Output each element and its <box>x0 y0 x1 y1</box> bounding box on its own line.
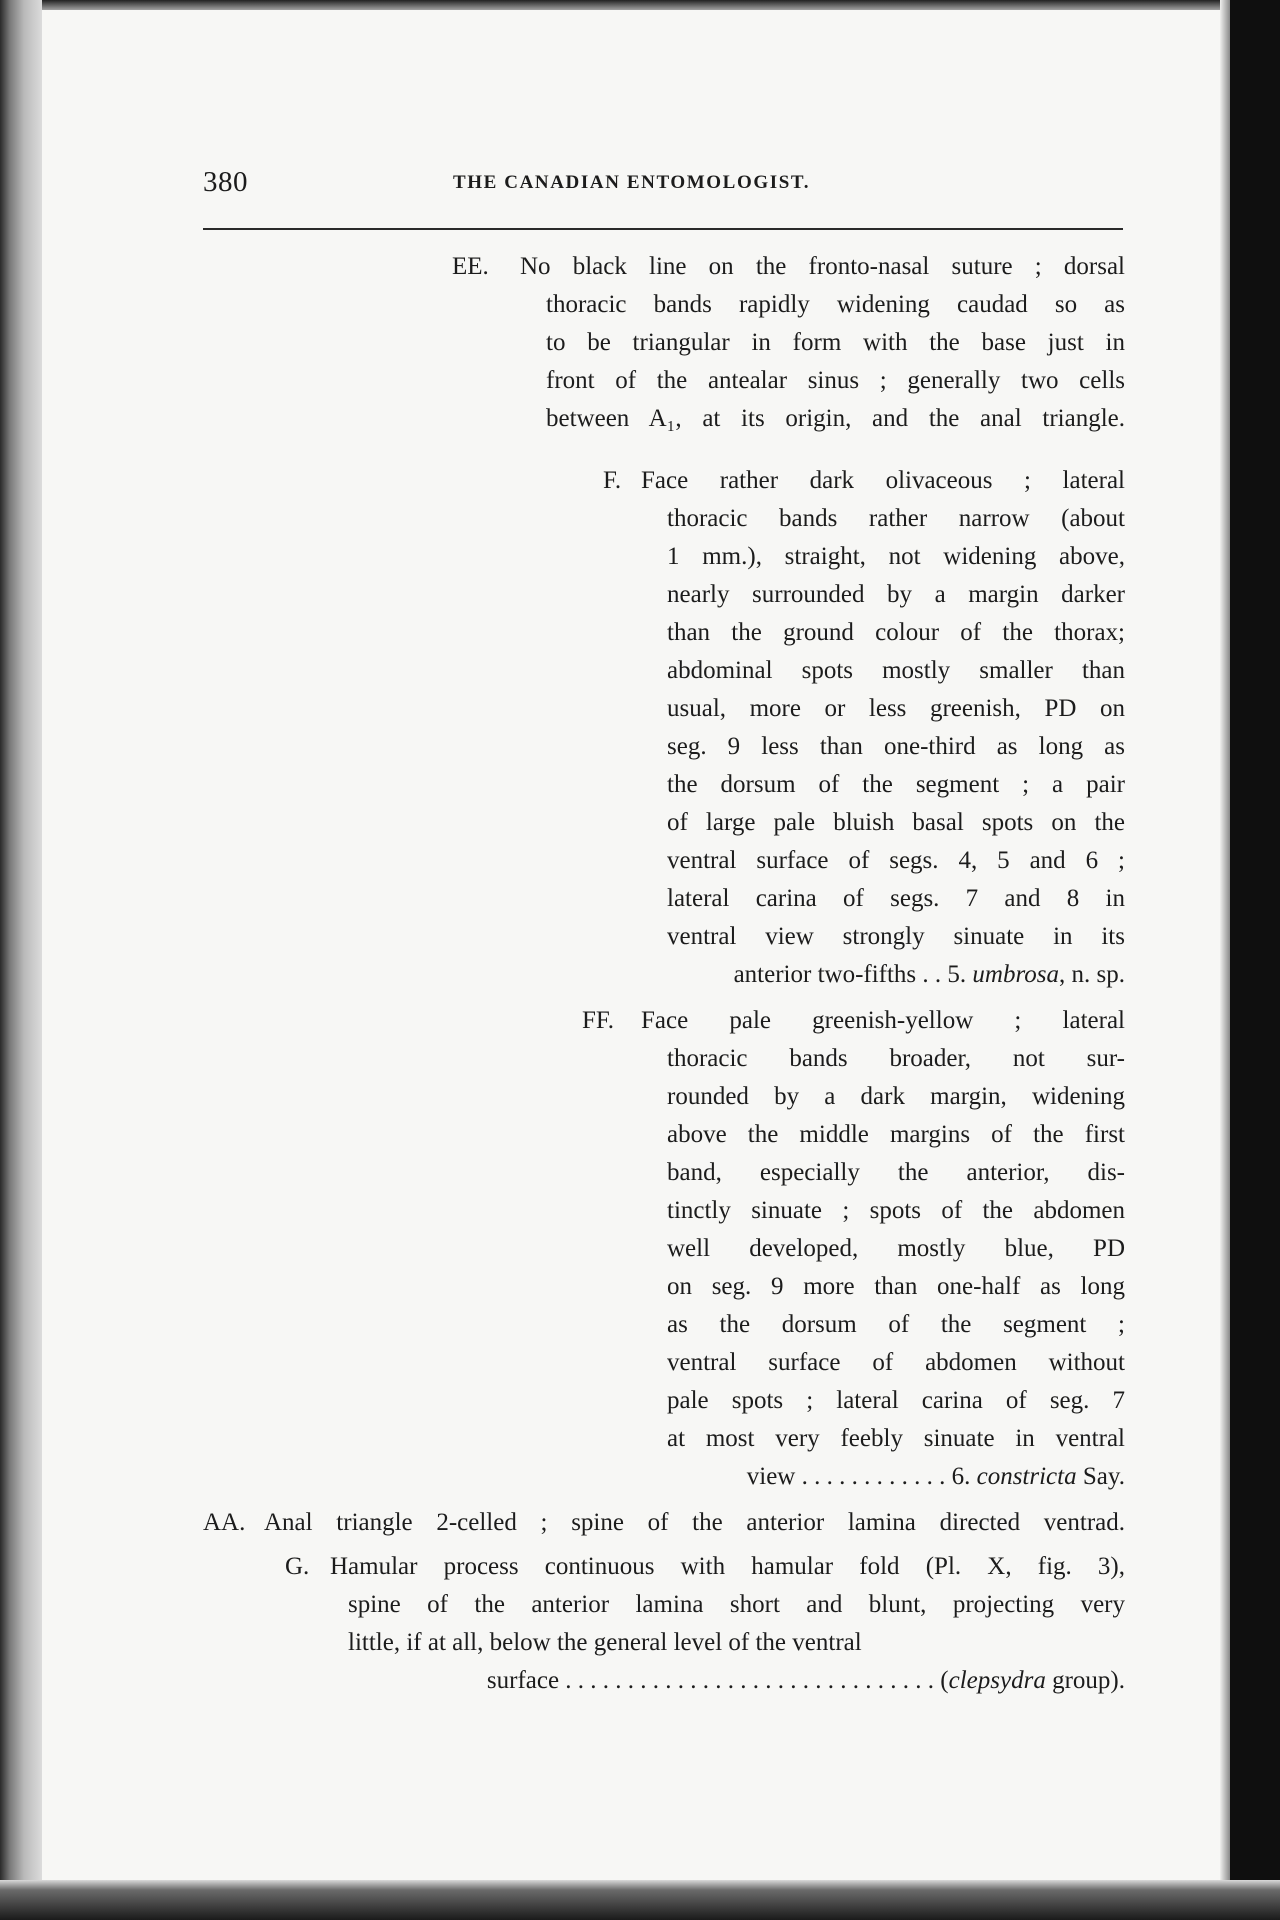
text-line: as the dorsum of the segment ; <box>667 1311 1125 1338</box>
text-line: Hamular process continuous with hamular fold (Pl. X, fig. 3), <box>330 1553 1125 1580</box>
text-line: lateral carina of segs. 7 and 8 in <box>667 885 1125 912</box>
text-line: thoracic bands rapidly widening caudad so as <box>546 291 1125 318</box>
text-line: No black line on the fronto-nasal suture ; dorsal <box>520 253 1125 280</box>
text-line: the dorsum of the segment ; a pair <box>667 771 1125 798</box>
scan-edge-bottom <box>0 1880 1280 1920</box>
page-header <box>203 166 1123 206</box>
text-line: than the ground colour of the thorax; <box>667 619 1125 646</box>
text-line: above the middle margins of the first <box>667 1121 1125 1148</box>
entry-marker: F. <box>603 467 622 494</box>
group-suffix: group). <box>1045 1667 1125 1694</box>
text-line: nearly surrounded by a margin darker <box>667 581 1125 608</box>
text-line: well developed, mostly blue, PD <box>667 1235 1125 1262</box>
text-line: thoracic bands rather narrow (about <box>667 505 1125 532</box>
entry-marker: AA. <box>203 1509 246 1536</box>
entry-marker: FF. <box>582 1007 615 1034</box>
species-line <box>667 960 1125 990</box>
text-line: to be triangular in form with the base just in <box>546 329 1125 356</box>
text-line: tinctly sinuate ; spots of the abdomen <box>667 1197 1125 1224</box>
text-line: surface . . . . . . . . . . . . . . . . . . . . . . . . . . . . . . ( <box>486 1667 949 1694</box>
entry-marker: G. <box>285 1553 310 1580</box>
text-line: abdominal spots mostly smaller than <box>667 657 1125 684</box>
text-line: anterior two-fifths . . 5. <box>733 961 973 988</box>
text-line: Face rather dark olivaceous ; lateral <box>641 467 1125 494</box>
text-line: Face pale greenish-yellow ; lateral <box>641 1007 1125 1034</box>
text-line: ventral surface of segs. 4, 5 and 6 ; <box>667 847 1125 874</box>
text-line: seg. 9 less than one-third as long as <box>667 733 1125 760</box>
text-line: Anal triangle 2-celled ; spine of the anterior lamina directed ventrad. <box>264 1509 1125 1536</box>
header-rule <box>203 228 1123 230</box>
species-authority: , n. sp. <box>1059 961 1125 988</box>
species-line <box>667 1462 1125 1492</box>
entry-marker: EE. <box>452 253 489 280</box>
text-line: view . . . . . . . . . . . . 6. <box>746 1463 977 1490</box>
species-name: umbrosa <box>972 961 1060 988</box>
text-line: band, especially the anterior, dis- <box>667 1159 1125 1186</box>
text-line: spine of the anterior lamina short and blunt, projecting very <box>348 1591 1125 1618</box>
text-line: between A₁, at its origin, and the anal triangle. <box>546 405 1125 432</box>
text-line: front of the antealar sinus ; generally two cells <box>546 367 1125 394</box>
text-line: usual, more or less greenish, PD on <box>667 695 1125 722</box>
text-line: 1 mm.), straight, not widening above, <box>667 543 1125 570</box>
species-authority: Say. <box>1076 1463 1125 1490</box>
text-line: thoracic bands broader, not sur- <box>667 1045 1125 1072</box>
text-line: ventral surface of abdomen without <box>667 1349 1125 1376</box>
scan-edge-left <box>0 0 42 1920</box>
text-line: of large pale bluish basal spots on the <box>667 809 1125 836</box>
scan-edge-right-gap <box>1220 0 1230 1920</box>
text-line: rounded by a dark margin, widening <box>667 1083 1125 1110</box>
species-line <box>348 1666 1125 1696</box>
page-number: 380 <box>203 166 248 198</box>
text-line: little, if at all, below the general level of the ventral <box>348 1629 862 1656</box>
text-line: pale spots ; lateral carina of seg. 7 <box>667 1387 1125 1414</box>
text-line: ventral view strongly sinuate in its <box>667 923 1125 950</box>
text-line: on seg. 9 more than one-half as long <box>667 1273 1125 1300</box>
species-name: constricta <box>976 1463 1077 1490</box>
running-title: THE CANADIAN ENTOMOLOGIST. <box>453 172 811 193</box>
text-line: at most very feebly sinuate in ventral <box>667 1425 1125 1452</box>
group-name: clepsydra <box>948 1667 1046 1694</box>
scan-edge-right <box>1230 0 1280 1920</box>
